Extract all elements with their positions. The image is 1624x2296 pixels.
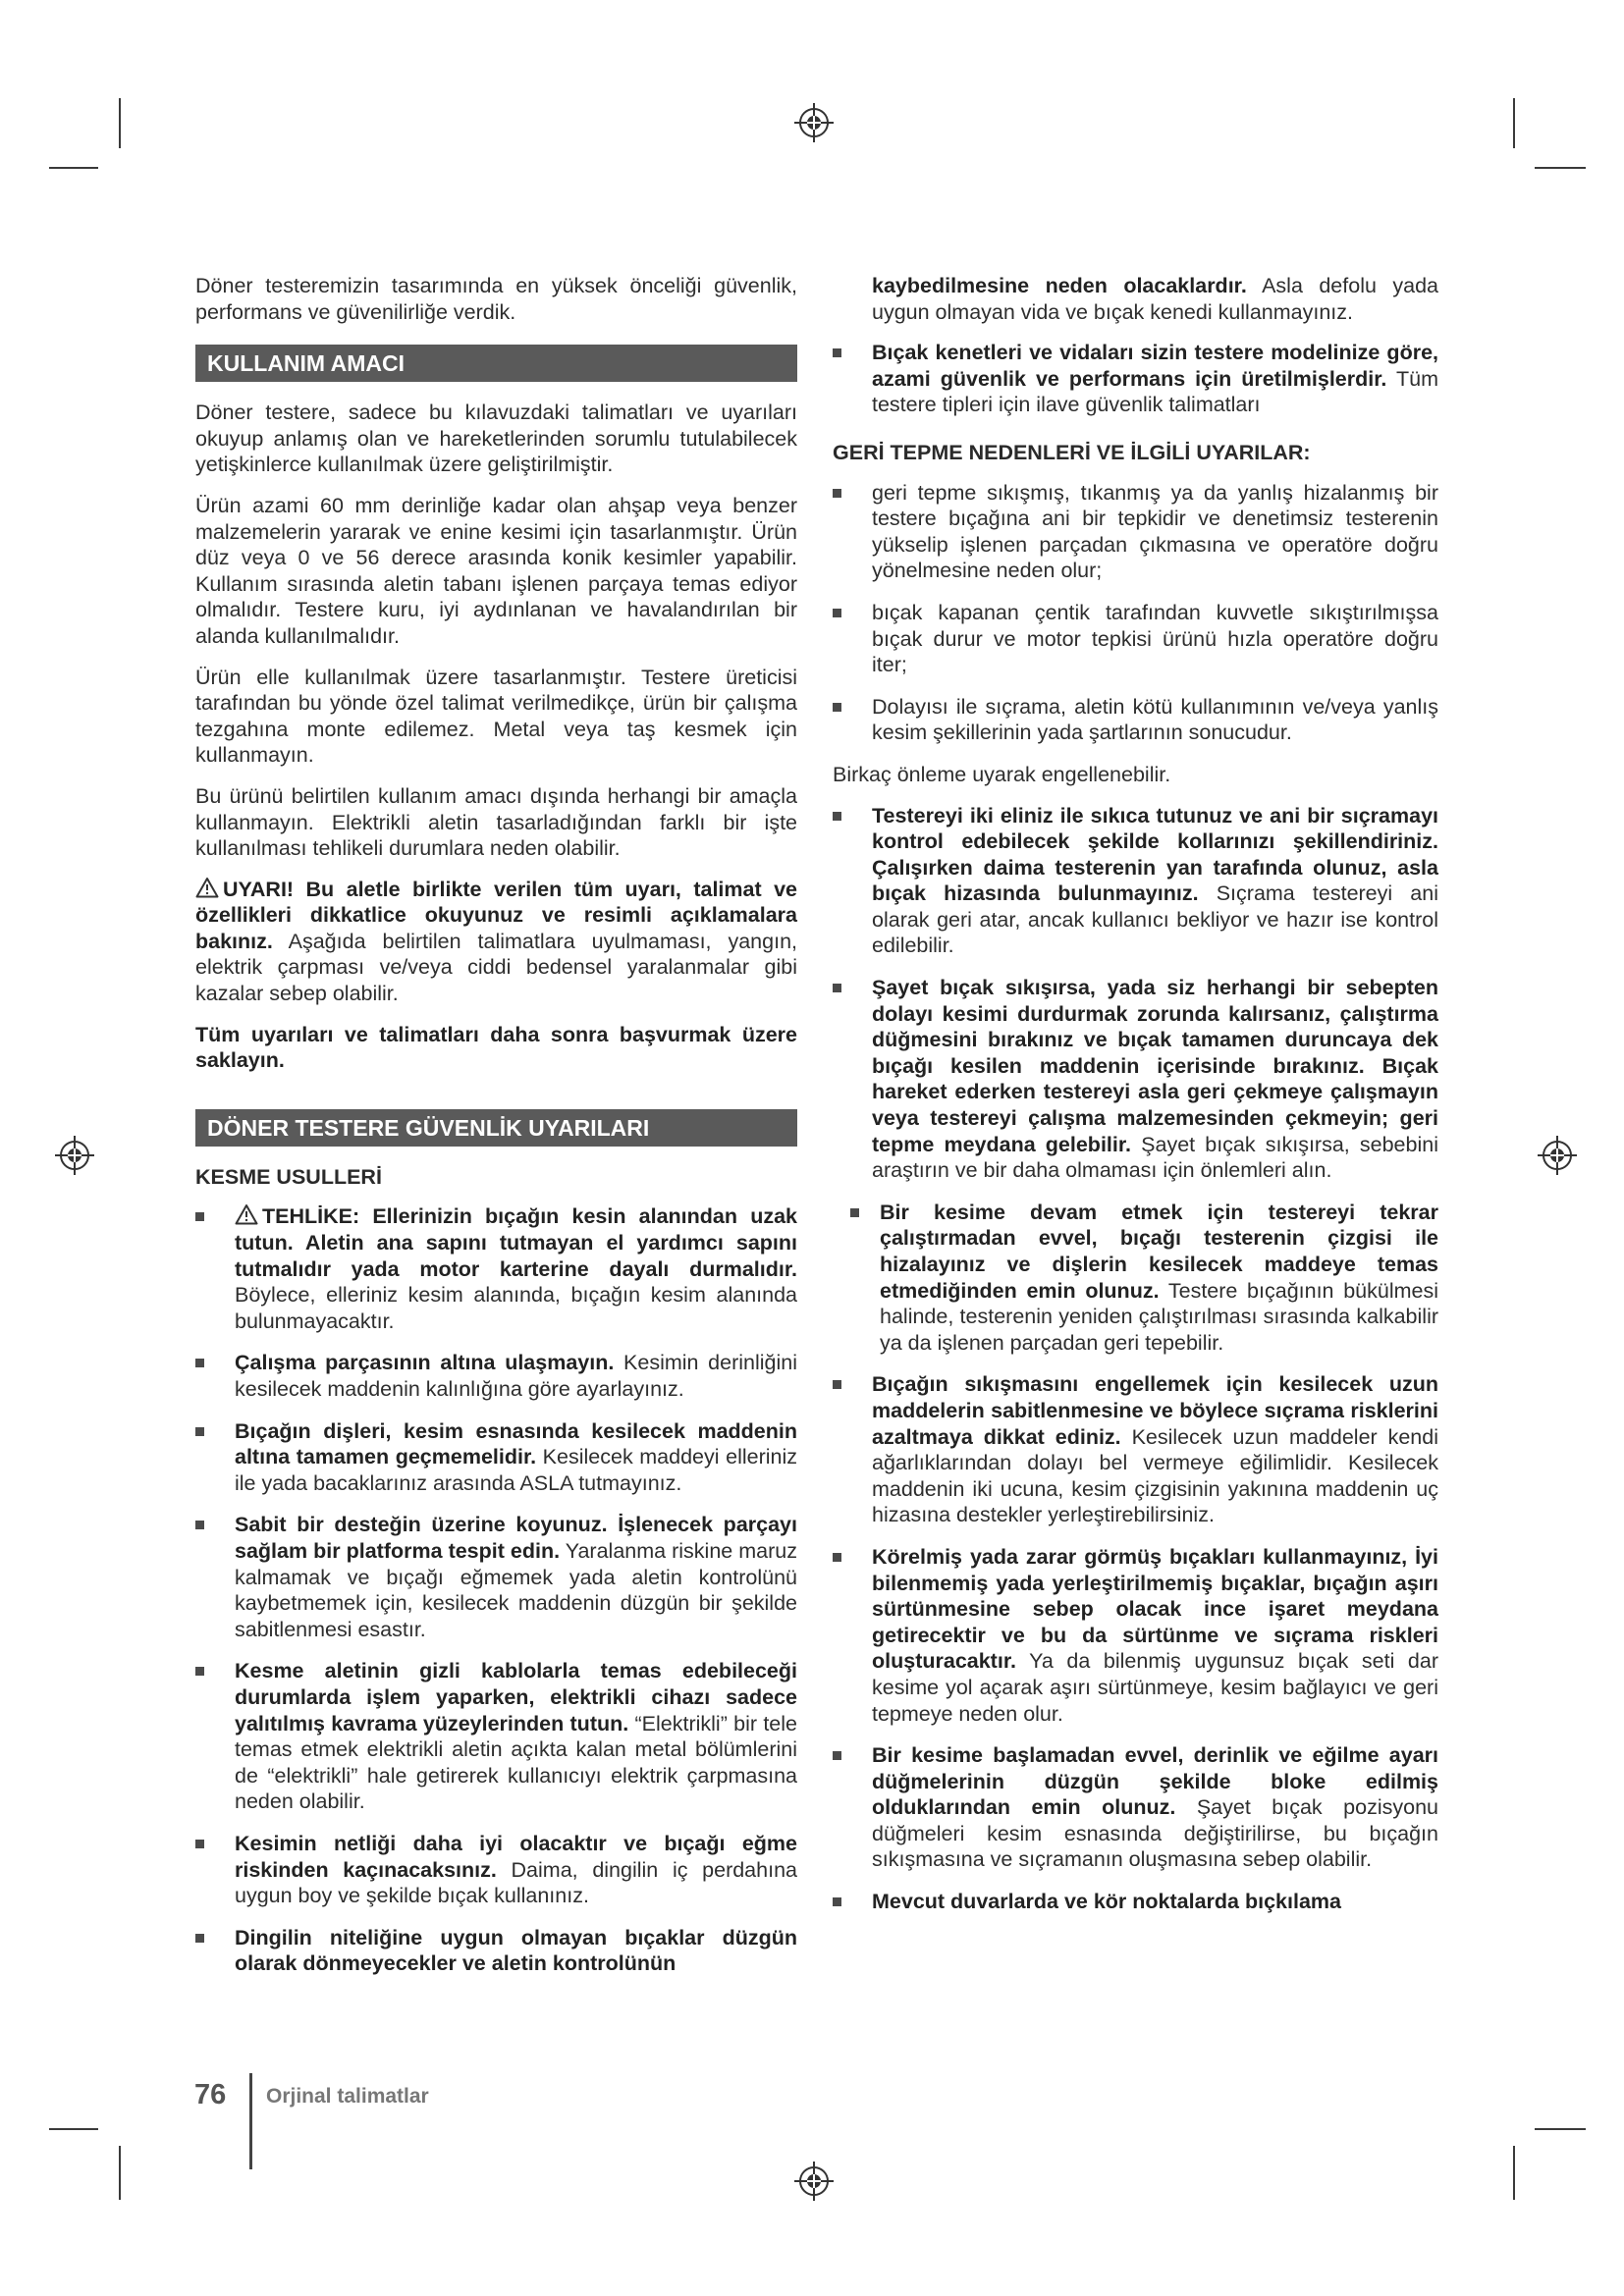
list-item-bold: Kesimin netliği daha iyi olacaktır ve bıçağı eğme riskinden kaçınacaksınız. (235, 1831, 797, 1882)
intro-paragraph: Döner testeremizin tasarımında en yüksek önceliği güvenlik, performans ve güvenilirliğe verdik. (195, 274, 797, 324)
list-item (833, 340, 1438, 418)
crop-mark (119, 98, 121, 148)
list-item-bold: Çalışma parçasının altına ulaşmayın. (235, 1351, 615, 1375)
list-item-text: Şayet bıçak pozisyonu düğmeleri kesim esnasında değiştirilirse, bu bıçağın sıkışmasına ve sıçramanın oluşmasına sebep olabilir. (872, 1795, 1438, 1872)
list-item (833, 1742, 1438, 1873)
warning-triangle-icon (195, 877, 219, 898)
usage-paragraph: Ürün azami 60 mm derinliğe kadar olan ahşap veya benzer malzemelerin yararak ve enine kesimi için tasarlanmıştır. Ürün düz veya 0 ve 56 derece arasında konik kesimler yapabilir. Kullanım sırasında aletin tabanı işlenen parçaya temas ediyor olmalıdır. Testere kuru, iyi aydınlanan ve havalandırılan bir alanda kullanılmalıdır. (195, 493, 797, 648)
list-item (833, 1889, 1438, 1915)
list-item-bold: Mevcut duvarlarda ve kör noktalarda bıçkılama (872, 1890, 1341, 1914)
list-item-text: Şayet bıçak sıkışırsa, sebebini araştırın ve bir daha olmaması için önlemleri alın. (872, 1132, 1438, 1183)
list-item-text: Ya da bilenmiş uygunsuz bıçak seti dar kesime yol açarak aşırı sürtünmeye, kesim bağlayıcı ve geri tepmeye neden olur. (872, 1649, 1438, 1726)
list-item-text: Böylece, elleriniz kesim alanında, bıçağın kesim alanında bulunmayacaktır. (235, 1283, 797, 1333)
prevention-list (833, 803, 1438, 1915)
list-item-bold: TEHLİKE: Ellerinizin bıçağın kesin alanından uzak tutun. Aletin ana sapını tutmayan el yardımcı sapını tutmalıdır yada motor karterine dayalı durmalıdır. (235, 1204, 797, 1281)
list-item-text: Sıçrama testereyi ani olarak geri atar, ancak kullanıcı bekliyor ve hazır ise kontrol edilebilir. (872, 881, 1438, 958)
list-item-bold: Bir kesime başlamadan evvel, derinlik ve eğilme ayarı düğmelerinin düzgün şekilde bloke edilmiş olduklarından emin olunuz. (872, 1743, 1438, 1820)
list-item-text: Yaralanma riskine maruz kalmamak ve bıçağı eğmemek yada aletin kontrolünü kaybetmemek için, kesilecek maddenin düzgün bir şekilde sabitlenmesi esastır. (235, 1538, 797, 1641)
list-item-text: “Elektrikli” bir tele temas etmek elektrikli aletin açıkta kalan metal bölümlerini de “elektrikli” hale getirerek kullanıcıyı elektrik çarpmasına neden olabilir. (235, 1711, 797, 1814)
list-item (195, 1350, 797, 1402)
list-item (833, 1371, 1438, 1528)
list-item-text: Kesilecek uzun maddeler kendi ağarlıklarından dolayı bel vermeye eğilimlidir. Kesilecek maddenin iki ucuna, kesim çizgisinin yakınına maddenin uç hizasına destekler yerleştirebilirsiniz. (872, 1424, 1438, 1527)
list-item-bold: Bir kesime devam etmek için testereyi tekrar çalıştırmadan evvel, bıçağı testerenin çizgisi ile hizalayınız ve dişlerin kesilecek maddeye temas etmediğinden emin olunuz. (880, 1200, 1438, 1303)
left-column (195, 273, 797, 1993)
registration-mark-icon (1538, 1136, 1577, 1175)
list-item: Dolayısı ile sıçrama, aletin kötü kullanımının ve/veya yanlış kesim şekillerinin yada şartlarının sonucudur. (833, 694, 1438, 746)
crop-mark (49, 2128, 98, 2130)
list-item-bold: Testereyi iki eliniz ile sıkıca tutunuz ve ani bir sıçramayı kontrol edebilecek şekilde kollarınızı şekillendiriniz. Çalışırken daima testerenin yan tarafında olunuz, asla bıçak hizasında bulunmayınız. (872, 803, 1438, 906)
subheading-cutting: KESME USULLERİ (195, 1164, 382, 1189)
footer-text: Orjinal talimatlar (266, 2085, 429, 2108)
list-item-text: Daima, dingilin iç perdahına uygun boy ve şekilde bıçak kullanınız. (235, 1857, 797, 1908)
list-item (833, 803, 1438, 960)
keep-instructions (195, 1022, 797, 1074)
warning-triangle-icon (235, 1203, 258, 1225)
list-item (850, 1200, 1438, 1357)
list-item-bold: Bıçak kenetleri ve vidaları sizin testere modelinize göre, azami güvenlik ve performans için üretilmişlerdir. (872, 341, 1438, 391)
list-item (833, 1544, 1438, 1727)
section-title-usage: KULLANIM AMACI (195, 345, 797, 382)
cutting-list (195, 1203, 797, 1976)
usage-paragraph: Döner testere, sadece bu kılavuzdaki talimatları ve uyarıları okuyup anlamış olan ve hareketlerinden sorumlu tutulabilecek yetişkinlerce kullanılmak üzere geliştirilmiştir. (195, 400, 797, 477)
footer-divider (249, 2073, 252, 2169)
list-item-text: Kesilecek maddeyi elleriniz ile yada bacaklarınız arasında ASLA tutmayınız. (235, 1445, 797, 1495)
warning-text: Aşağıda belirtilen talimatlara uyulmaması, yangın, elektrik çarpması ve/veya ciddi bedensel yaralanmalar gibi kazalar sebep olabilir. (195, 929, 797, 1006)
crop-mark (1513, 98, 1515, 148)
crop-mark (1535, 2128, 1586, 2130)
blade-list (833, 340, 1438, 418)
crop-mark (1513, 2146, 1515, 2200)
warning-bold-text: UYARI! Bu aletle birlikte verilen tüm uyarı, talimat ve özellikleri dikkatlice okuyunuz ve resimli açıklamalara bakınız. (195, 877, 797, 953)
kickback-causes-list (833, 480, 1438, 746)
list-item: bıçak kapanan çentik tarafından kuvvetle sıkıştırılmışsa bıçak durur ve motor tepkisi ürünü hızla operatöre doğru iter; (833, 600, 1438, 678)
continued-paragraph (833, 273, 1438, 325)
list-item: geri tepme sıkışmış, tıkanmış ya da yanlış hizalanmış bir testere bıçağına ani bir tepkidir ve denetimsiz testerenin yükselip işlenen parçadan çıkmasına ve operatöre doğru yönelmesine neden olur; (833, 480, 1438, 584)
subheading-kickback: GERİ TEPME NEDENLERİ VE İLGİLİ UYARILAR: (833, 440, 1311, 464)
continued-bold: kaybedilmesine neden olacaklardır. (872, 274, 1247, 297)
list-item-text: Testere bıçağının bükülmesi halinde, testerenin yeniden çalıştırılması sırasında kalkabilir ya da işlenen parçadan geri tepebilir. (880, 1278, 1438, 1355)
list-item-bold: Dingilin niteliğine uygun olmayan bıçaklar düzgün olarak dönmeyecekler ve aletin kontrolünün (235, 1925, 797, 1976)
list-item (195, 1203, 797, 1334)
list-item (195, 1658, 797, 1815)
usage-paragraph: Ürün elle kullanılmak üzere tasarlanmıştır. Testere üreticisi tarafından bu yönde özel talimat verilmedikçe, ürün bir çalışma tezgahına monte edilemez. Metal veya taş kesmek için kullanmayın. (195, 665, 797, 768)
list-item (833, 975, 1438, 1184)
warning-paragraph (195, 877, 797, 1007)
list-item-bold: Sabit bir desteğin üzerine koyunuz. İşlenecek parçayı sağlam bir platforma tespit edin. (235, 1513, 797, 1563)
list-item-bold: Bıçağın sıkışmasını engellemek için kesilecek uzun maddelerin sabitlenmesine ve böylece sıçrama risklerini azaltmaya dikkat ediniz. (872, 1372, 1438, 1449)
list-item-bold: Bıçağın dişleri, kesim esnasında kesilecek maddenin altına tamamen geçmemelidir. (235, 1418, 797, 1469)
list-item-text: Kesimin derinliğini kesilecek maddenin kalınlığına göre ayarlayınız. (235, 1351, 797, 1401)
list-item (195, 1512, 797, 1642)
section-title-safety: DÖNER TESTERE GÜVENLİK UYARILARI (195, 1109, 797, 1147)
prevention-paragraph: Birkaç önleme uyarak engellenebilir. (833, 762, 1171, 786)
list-item-bold: Kesme aletinin gizli kablolarla temas edebileceği durumlarda işlem yaparken, elektrikli cihazı sadece yalıtılmış kavrama yüzeylerinden tutun. (235, 1659, 797, 1735)
list-item-bold: Şayet bıçak sıkışırsa, yada siz herhangi bir sebepten dolayı kesimi durdurmak zorunda kalırsanız, çalıştırma düğmesini bırakınız ve bıçak tamamen duruncaya dek bıçağı kesilen maddenin içerisinde bırakınız. Bıçak hareket ederken testereyi asla geri çekmeye çalışmayın veya testereyi çalışma malzemesinden çekmeyin; geri tepme meydana gelebilir. (872, 976, 1438, 1156)
registration-mark-icon (794, 103, 834, 142)
crop-mark (49, 167, 98, 169)
registration-mark-icon (794, 2162, 834, 2201)
list-item (195, 1418, 797, 1497)
right-column (833, 273, 1438, 1931)
crop-mark (119, 2146, 121, 2200)
list-item-bold: Körelmiş yada zarar görmüş bıçakları kullanmayınız, İyi bilenmemiş yada yerleştirilmemiş bıçaklar, bıçağın aşırı sürtünmesine sebep olacak ince işaret meydana getirecektir ve bu da sürtünme ve sıçrama riskleri oluşturacaktır. (872, 1544, 1438, 1674)
list-item (195, 1831, 797, 1909)
continued-text: Asla defolu yada uygun olmayan vida ve bıçak kenedi kullanmayınız. (872, 274, 1438, 324)
crop-mark (1535, 167, 1586, 169)
list-item (195, 1925, 797, 1977)
keep-instructions-text: Tüm uyarıları ve talimatları daha sonra başvurmak üzere saklayın. (195, 1022, 797, 1073)
page-number: 76 (194, 2079, 227, 2110)
registration-mark-icon (55, 1136, 94, 1175)
list-item-text: Tüm testere tipleri için ilave güvenlik talimatları (872, 366, 1438, 417)
usage-paragraph: Bu ürünü belirtilen kullanım amacı dışında herhangi bir amaçla kullanmayın. Elektrikli aletin tasarladığından farklı bir işte kullanılması tehlikeli durumlara neden olabilir. (195, 783, 797, 861)
